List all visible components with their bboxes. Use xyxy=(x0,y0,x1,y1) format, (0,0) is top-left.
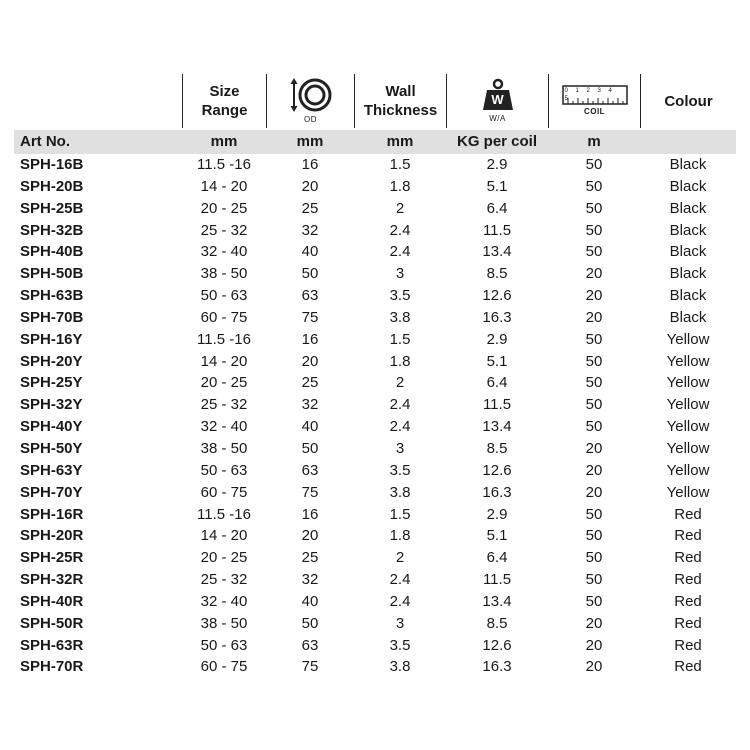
colour-cell: Red xyxy=(674,571,702,589)
size-range-cell: 20 - 25 xyxy=(200,549,248,567)
colour-cell: Black xyxy=(669,308,707,326)
wall-thickness-cell: 2 xyxy=(395,199,405,217)
colour-cell: Yellow xyxy=(666,330,710,348)
header-colour: Colour xyxy=(640,74,736,128)
weight-cell: 2.9 xyxy=(486,505,508,523)
units-row xyxy=(14,130,736,154)
weight-cell: 6.4 xyxy=(486,199,508,217)
size-range-cell: 60 - 75 xyxy=(200,658,248,676)
art-no-cell: SPH-32B xyxy=(20,221,84,239)
size-range-cell: 14 - 20 xyxy=(200,177,248,195)
spec-table xyxy=(14,74,736,678)
wall-thickness-cell: 1.5 xyxy=(389,505,411,523)
header-size-range xyxy=(182,74,266,128)
colour-cell: Red xyxy=(674,614,702,632)
table-body xyxy=(14,154,736,678)
od-cell: 50 xyxy=(301,265,319,283)
header-size-line1: Size xyxy=(209,83,240,100)
units-size: mm xyxy=(210,133,238,150)
art-no-cell: SPH-32Y xyxy=(20,396,83,414)
size-range-cell: 38 - 50 xyxy=(200,614,248,632)
od-cell: 32 xyxy=(301,396,319,414)
art-no-cell: SPH-25Y xyxy=(20,374,83,392)
length-cell: 20 xyxy=(585,308,603,326)
art-no-cell: SPH-25B xyxy=(20,199,84,217)
length-cell: 20 xyxy=(585,265,603,283)
od-cell: 50 xyxy=(301,614,319,632)
od-cell: 40 xyxy=(301,592,319,610)
colour-cell: Black xyxy=(669,243,707,261)
od-cell: 20 xyxy=(301,352,319,370)
colour-cell: Black xyxy=(669,221,707,239)
art-no-cell: SPH-63B xyxy=(20,287,84,305)
size-range-cell: 60 - 75 xyxy=(200,308,248,326)
wall-thickness-cell: 2.4 xyxy=(389,243,411,261)
colour-cell: Yellow xyxy=(666,461,710,479)
wall-thickness-cell: 3.8 xyxy=(389,658,411,676)
size-range-cell: 11.5 -16 xyxy=(197,505,251,523)
ruler-coil-icon xyxy=(562,85,628,105)
weight-cell: 8.5 xyxy=(486,614,508,632)
length-cell: 50 xyxy=(585,374,603,392)
size-range-cell: 11.5 -16 xyxy=(197,156,251,173)
od-cell: 20 xyxy=(301,177,319,195)
weight-cell: 11.5 xyxy=(482,396,512,414)
table-row xyxy=(14,613,736,635)
table-row xyxy=(14,220,736,242)
header-weight xyxy=(446,74,548,128)
wall-thickness-cell: 2.4 xyxy=(389,571,411,589)
art-no-cell: SPH-63R xyxy=(20,636,84,654)
art-no-cell: SPH-63Y xyxy=(20,461,83,479)
size-range-cell: 25 - 32 xyxy=(200,571,248,589)
header-wall-line1: Wall xyxy=(385,83,416,100)
length-cell: 50 xyxy=(585,243,603,261)
weight-cell: 12.6 xyxy=(482,461,512,479)
table-row xyxy=(14,329,736,351)
art-no-cell: SPH-70R xyxy=(20,658,84,676)
colour-cell: Yellow xyxy=(666,352,710,370)
weight-cell: 13.4 xyxy=(482,592,512,610)
table-row xyxy=(14,307,736,329)
table-row xyxy=(14,394,736,416)
wall-thickness-cell: 3.5 xyxy=(389,461,411,479)
art-no-cell: SPH-32R xyxy=(20,571,84,589)
art-no-cell: SPH-50R xyxy=(20,614,84,632)
od-cell: 25 xyxy=(301,549,319,567)
size-range-cell: 14 - 20 xyxy=(200,527,248,545)
table-row xyxy=(14,285,736,307)
od-cell: 16 xyxy=(301,156,319,173)
weight-icon xyxy=(481,78,515,112)
art-no-cell: SPH-16Y xyxy=(20,330,83,348)
length-cell: 50 xyxy=(585,330,603,348)
length-cell: 20 xyxy=(585,461,603,479)
size-range-cell: 32 - 40 xyxy=(200,418,248,436)
length-cell: 20 xyxy=(585,287,603,305)
units-od: mm xyxy=(296,133,324,150)
units-wall: mm xyxy=(386,133,414,150)
art-no-cell: SPH-70B xyxy=(20,308,84,326)
length-cell: 20 xyxy=(585,614,603,632)
header-coil xyxy=(548,74,640,128)
od-cell: 16 xyxy=(301,505,319,523)
length-cell: 50 xyxy=(585,396,603,414)
art-no-cell: SPH-40Y xyxy=(20,418,83,436)
wall-thickness-cell: 3.5 xyxy=(389,636,411,654)
table-row xyxy=(14,482,736,504)
od-cell: 75 xyxy=(301,483,319,501)
length-cell: 50 xyxy=(585,352,603,370)
wall-thickness-cell: 3 xyxy=(395,614,405,632)
weight-cell: 16.3 xyxy=(482,308,512,326)
wall-thickness-cell: 3.5 xyxy=(389,287,411,305)
colour-cell: Black xyxy=(669,156,707,173)
od-cell: 16 xyxy=(301,330,319,348)
ruler-digits: 0 1 2 3 4 5 xyxy=(564,88,615,102)
colour-cell: Red xyxy=(674,527,702,545)
weight-cell: 6.4 xyxy=(486,549,508,567)
table-row xyxy=(14,591,736,613)
art-no-cell: SPH-50Y xyxy=(20,439,83,457)
size-range-cell: 50 - 63 xyxy=(200,461,248,479)
od-cell: 32 xyxy=(301,221,319,239)
art-no-cell: SPH-40B xyxy=(20,243,84,261)
colour-cell: Black xyxy=(669,177,707,195)
art-no-cell: SPH-20B xyxy=(20,177,84,195)
size-range-cell: 38 - 50 xyxy=(200,439,248,457)
weight-cell: 13.4 xyxy=(482,243,512,261)
table-row xyxy=(14,569,736,591)
size-range-cell: 20 - 25 xyxy=(200,374,248,392)
weight-cell: 5.1 xyxy=(486,527,508,545)
od-cell: 75 xyxy=(301,308,319,326)
colour-cell: Yellow xyxy=(666,439,710,457)
table-row xyxy=(14,198,736,220)
od-cell: 50 xyxy=(301,439,319,457)
wall-thickness-cell: 1.8 xyxy=(389,352,411,370)
length-cell: 50 xyxy=(585,505,603,523)
weight-cell: 2.9 xyxy=(486,330,508,348)
colour-cell: Black xyxy=(669,199,707,217)
art-no-cell: SPH-20R xyxy=(20,527,84,545)
units-weight: KG per coil xyxy=(456,133,538,150)
table-row xyxy=(14,176,736,198)
colour-cell: Red xyxy=(674,636,702,654)
header-od xyxy=(266,74,354,128)
size-range-cell: 32 - 40 xyxy=(200,592,248,610)
table-row xyxy=(14,656,736,678)
od-cell: 75 xyxy=(301,658,319,676)
od-cell: 20 xyxy=(301,527,319,545)
od-cell: 25 xyxy=(301,374,319,392)
weight-cell: 11.5 xyxy=(482,571,512,589)
length-cell: 50 xyxy=(585,549,603,567)
header-size-line2: Range xyxy=(201,102,248,119)
size-range-cell: 11.5 -16 xyxy=(197,330,251,348)
table-row xyxy=(14,525,736,547)
od-cell: 32 xyxy=(301,571,319,589)
weight-cell: 16.3 xyxy=(482,658,512,676)
wall-thickness-cell: 3 xyxy=(395,439,405,457)
coil-label: COIL xyxy=(583,107,606,116)
art-no-cell: SPH-20Y xyxy=(20,352,83,370)
colour-cell: Yellow xyxy=(666,483,710,501)
od-cell: 63 xyxy=(301,636,319,654)
length-cell: 50 xyxy=(585,199,603,217)
wall-thickness-cell: 2.4 xyxy=(389,221,411,239)
table-row xyxy=(14,154,736,176)
weight-cell: 16.3 xyxy=(482,483,512,501)
od-label: OD xyxy=(304,115,317,124)
table-row xyxy=(14,416,736,438)
table-row xyxy=(14,351,736,373)
art-no-cell: SPH-16R xyxy=(20,505,84,523)
weight-cell: 11.5 xyxy=(482,221,512,239)
size-range-cell: 32 - 40 xyxy=(200,243,248,261)
table-row xyxy=(14,635,736,657)
size-range-cell: 38 - 50 xyxy=(200,265,248,283)
size-range-cell: 14 - 20 xyxy=(200,352,248,370)
wall-thickness-cell: 2.4 xyxy=(389,592,411,610)
wall-thickness-cell: 3.8 xyxy=(389,483,411,501)
size-range-cell: 20 - 25 xyxy=(200,199,248,217)
table-row xyxy=(14,547,736,569)
tube-diameter-icon xyxy=(289,77,333,113)
length-cell: 50 xyxy=(585,592,603,610)
wall-thickness-cell: 2 xyxy=(395,549,405,567)
wall-thickness-cell: 1.8 xyxy=(389,527,411,545)
wall-thickness-cell: 3.8 xyxy=(389,308,411,326)
wa-label: W/A xyxy=(489,114,506,123)
units-art-no: Art No. xyxy=(20,133,70,150)
table-row xyxy=(14,241,736,263)
wall-thickness-cell: 2.4 xyxy=(389,396,411,414)
weight-cell: 5.1 xyxy=(486,177,508,195)
weight-cell: 8.5 xyxy=(486,439,508,457)
size-range-cell: 60 - 75 xyxy=(200,483,248,501)
units-length: m xyxy=(587,133,601,150)
length-cell: 20 xyxy=(585,658,603,676)
header-wall-line2: Thickness xyxy=(363,102,438,119)
wall-thickness-cell: 1.5 xyxy=(389,330,411,348)
table-row xyxy=(14,372,736,394)
colour-cell: Red xyxy=(674,592,702,610)
wall-thickness-cell: 3 xyxy=(395,265,405,283)
table-row xyxy=(14,438,736,460)
header-wall-thickness xyxy=(354,74,446,128)
od-cell: 40 xyxy=(301,418,319,436)
length-cell: 50 xyxy=(585,177,603,195)
length-cell: 20 xyxy=(585,483,603,501)
table-row xyxy=(14,460,736,482)
size-range-cell: 50 - 63 xyxy=(200,636,248,654)
table-row xyxy=(14,504,736,526)
weight-cell: 12.6 xyxy=(482,287,512,305)
colour-cell: Yellow xyxy=(666,418,710,436)
length-cell: 50 xyxy=(585,156,603,173)
table-row xyxy=(14,263,736,285)
length-cell: 20 xyxy=(585,636,603,654)
length-cell: 20 xyxy=(585,439,603,457)
length-cell: 50 xyxy=(585,571,603,589)
wall-thickness-cell: 2.4 xyxy=(389,418,411,436)
colour-cell: Black xyxy=(669,265,707,283)
weight-cell: 12.6 xyxy=(482,636,512,654)
colour-cell: Black xyxy=(669,287,707,305)
length-cell: 50 xyxy=(585,221,603,239)
od-cell: 40 xyxy=(301,243,319,261)
colour-cell: Red xyxy=(674,658,702,676)
length-cell: 50 xyxy=(585,527,603,545)
size-range-cell: 25 - 32 xyxy=(200,221,248,239)
od-cell: 63 xyxy=(301,461,319,479)
wall-thickness-cell: 1.5 xyxy=(389,156,411,173)
wall-thickness-cell: 2 xyxy=(395,374,405,392)
art-no-cell: SPH-50B xyxy=(20,265,84,283)
weight-cell: 6.4 xyxy=(486,374,508,392)
weight-cell: 8.5 xyxy=(486,265,508,283)
length-cell: 50 xyxy=(585,418,603,436)
art-no-cell: SPH-16B xyxy=(20,156,84,173)
weight-cell: 5.1 xyxy=(486,352,508,370)
colour-cell: Yellow xyxy=(666,396,710,414)
od-cell: 63 xyxy=(301,287,319,305)
od-cell: 25 xyxy=(301,199,319,217)
weight-cell: 13.4 xyxy=(482,418,512,436)
colour-cell: Yellow xyxy=(666,374,710,392)
art-no-cell: SPH-40R xyxy=(20,592,84,610)
art-no-cell: SPH-70Y xyxy=(20,483,83,501)
size-range-cell: 50 - 63 xyxy=(200,287,248,305)
table-header xyxy=(14,74,736,128)
wall-thickness-cell: 1.8 xyxy=(389,177,411,195)
weight-glyph: W xyxy=(491,92,504,107)
colour-cell: Red xyxy=(674,505,702,523)
colour-cell: Red xyxy=(674,549,702,567)
size-range-cell: 25 - 32 xyxy=(200,396,248,414)
weight-cell: 2.9 xyxy=(486,156,508,173)
art-no-cell: SPH-25R xyxy=(20,549,84,567)
